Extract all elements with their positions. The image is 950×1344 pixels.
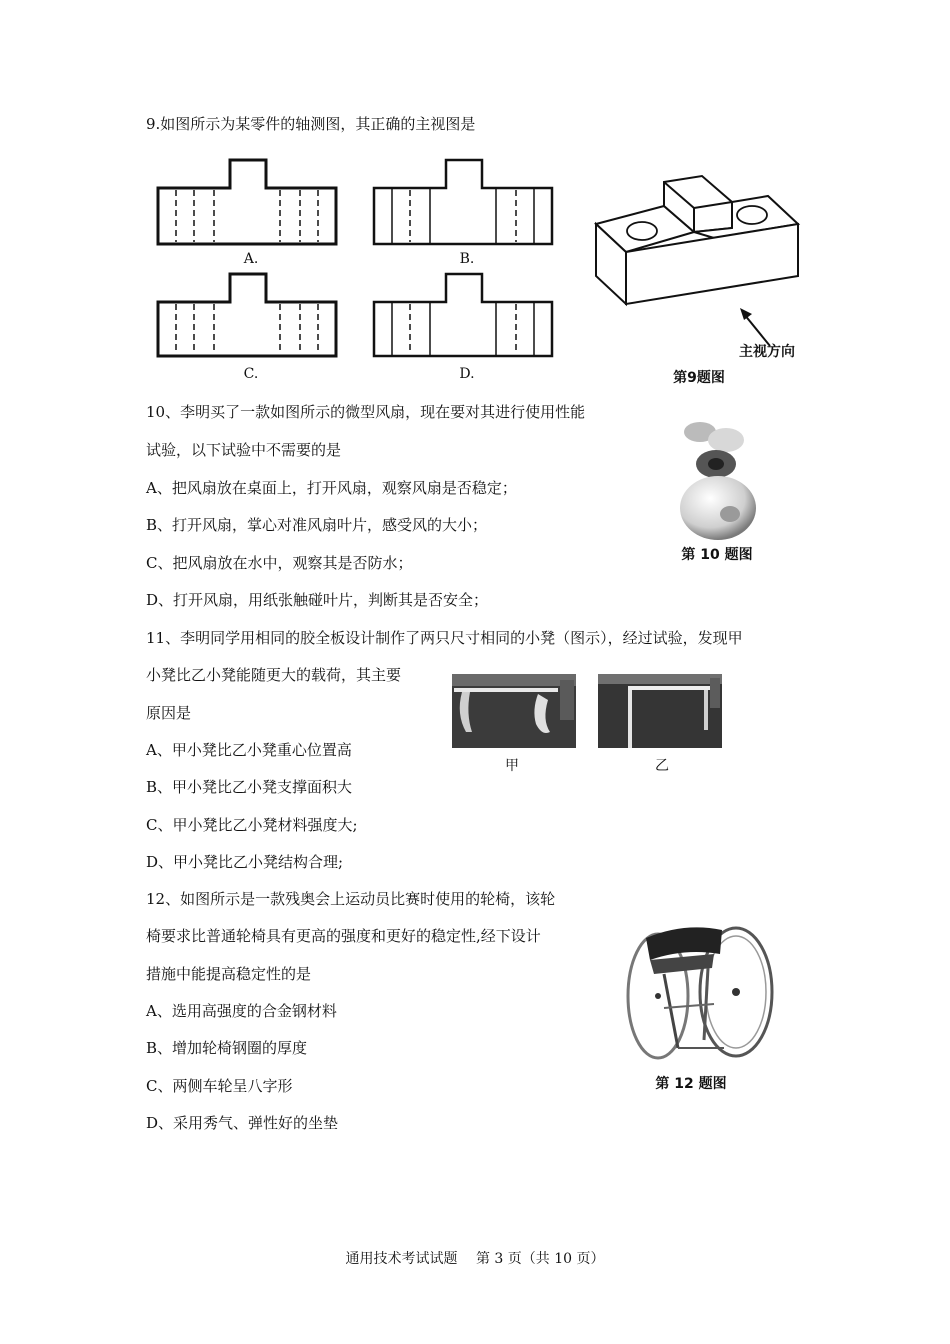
q12-stem-line3: 措施中能提高稳定性的是 [146,965,312,983]
q12-figure-caption: 第 12 题图 [655,1076,727,1092]
q12-option-d: D、采用秀气、弹性好的坐垫 [146,1114,339,1132]
q9-option-d-drawing [374,274,554,358]
q11-option-a: A、甲小凳比乙小凳重心位置高 [146,741,352,759]
q10-option-a: A、把风扇放在桌面上，打开风扇，观察风扇是否稳定； [146,479,517,497]
q11-stool-yi-photo [598,674,722,748]
q12-option-a: A、选用高强度的合金钢材料 [146,1002,337,1020]
q9-stem: 9.如图所示为某零件的轴测图，其正确的主视图是 [146,115,476,133]
q11-stem-line1: 11、李明同学用相同的胶全板设计制作了两只尺寸相同的小凳（图示），经过试验，发现甲 [146,629,743,647]
q12-stem-line1: 12、如图所示是一款残奥会上运动员比赛时使用的轮椅，该轮 [146,890,556,908]
q9-figure-caption: 第9题图 [673,370,725,386]
q11-label-yi: 乙 [655,758,669,774]
q12-option-c: C、两侧车轮呈八字形 [146,1077,293,1095]
q10-option-b: B、打开风扇，掌心对准风扇叶片，感受风的大小； [146,516,488,534]
q11-stem-line2: 小凳比乙小凳能随更大的载荷，其主要 [146,666,402,684]
q11-label-jia: 甲 [505,758,519,774]
q10-option-d: D、打开风扇，用纸张触碰叶片，判断其是否安全； [146,591,489,609]
q11-stool-jia-photo [452,674,576,748]
q12-option-b: B、增加轮椅钢圈的厚度 [146,1039,308,1057]
q12-wheelchair-photo [604,908,776,1062]
q12-stem-line2: 椅要求比普通轮椅具有更高的强度和更好的稳定性,经下设计 [146,927,541,945]
q11-option-c: C、甲小凳比乙小凳材料强度大; [146,816,358,834]
q9-option-d-label: D. [459,366,475,382]
q9-option-a-label: A. [243,251,259,267]
q10-stem-line2: 试验，以下试验中不需要的是 [146,441,342,459]
q11-option-b: B、甲小凳比乙小凳支撑面积大 [146,778,353,796]
q9-option-c-drawing [158,274,338,358]
page-footer: 通用技术考试试题 第 3 页（共 10 页） [345,1251,605,1267]
q9-view-direction-label: 主视方向 [739,344,795,360]
q10-fan-photo [672,414,762,540]
q11-option-d: D、甲小凳比乙小凳结构合理; [146,853,344,871]
q9-axonometric-drawing [592,176,804,326]
q9-option-c-label: C. [243,366,259,382]
q10-option-c: C、把风扇放在水中，观察其是否防水； [146,554,413,572]
q9-option-b-drawing [374,158,554,246]
q11-stem-line3: 原因是 [146,704,192,722]
q9-option-a-drawing [158,158,338,246]
q9-option-b-label: B. [459,251,475,267]
q10-stem-line1: 10、李明买了一款如图所示的微型风扇，现在要对其进行使用性能 [146,403,586,421]
q10-figure-caption: 第 10 题图 [681,547,753,563]
